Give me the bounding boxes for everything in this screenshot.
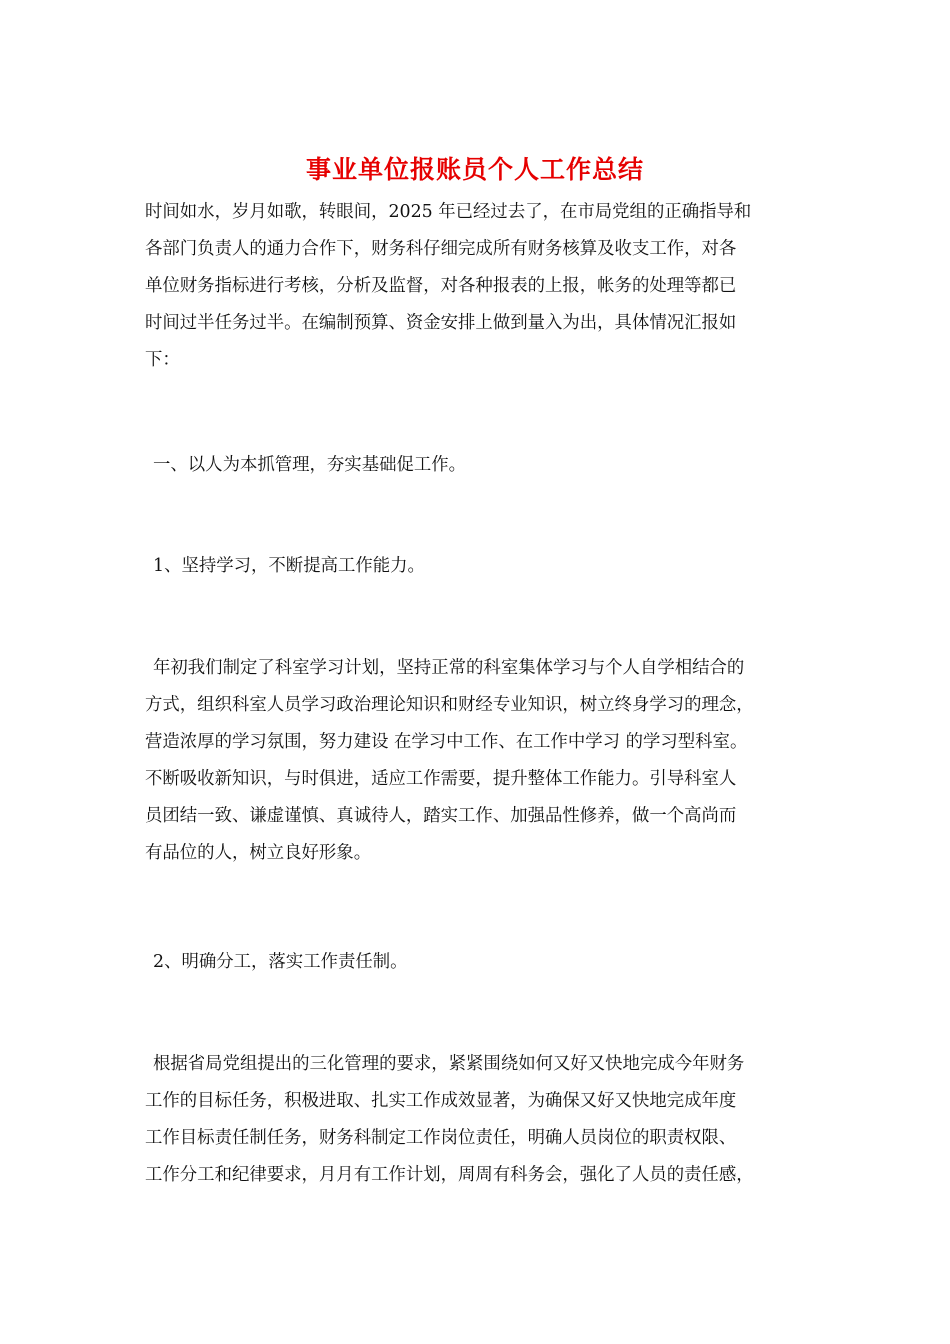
paragraph-line: 工作的目标任务，积极进取、扎实工作成效显著，为确保又好又快地完成年度 <box>145 1091 737 1111</box>
paragraph-line: 营造浓厚的学习氛围，努力建设 在学习中工作、在工作中学习 的学习型科室。 <box>145 732 748 752</box>
document-title: 事业单位报账员个人工作总结 <box>305 155 644 184</box>
paragraph-line: 时间如水，岁月如歌，转眼间，2025 年已经过去了，在市局党组的正确指导和 <box>145 202 752 222</box>
subsection-heading-text: 2、明确分工，落实工作责任制。 <box>153 952 408 972</box>
body-paragraph <box>145 650 810 872</box>
paragraph-line: 不断吸收新知识，与时俱进，适应工作需要，提升整体工作能力。引导科室人 <box>145 769 737 789</box>
body-paragraph <box>145 1046 810 1194</box>
subsection-heading <box>153 548 818 585</box>
section-heading-text: 一、以人为本抓管理，夯实基础促工作。 <box>153 455 467 475</box>
intro-paragraph <box>145 194 810 379</box>
paragraph-line: 员团结一致、谦虚谨慎、真诚待人，踏实工作、加强品性修养，做一个高尚而 <box>145 806 737 826</box>
paragraph-line: 有品位的人，树立良好形象。 <box>145 843 372 863</box>
paragraph-line: 根据省局党组提出的三化管理的要求，紧紧围绕如何又好又快地完成今年财务 <box>153 1054 745 1074</box>
paragraph-line: 单位财务指标进行考核，分析及监督，对各种报表的上报，帐务的处理等都已 <box>145 276 737 296</box>
paragraph-line: 年初我们制定了科室学习计划，坚持正常的科室集体学习与个人自学相结合的 <box>153 658 745 678</box>
paragraph-line: 各部门负责人的通力合作下，财务科仔细完成所有财务核算及收支工作，对各 <box>145 239 737 259</box>
paragraph-line: 工作分工和纪律要求，月月有工作计划，周周有科务会，强化了人员的责任感， <box>145 1165 754 1185</box>
paragraph-line: 时间过半任务过半。在编制预算、资金安排上做到量入为出，具体情况汇报如 <box>145 313 737 333</box>
subsection-heading <box>153 944 818 981</box>
paragraph-line: 工作目标责任制任务，财务科制定工作岗位责任，明确人员岗位的职责权限、 <box>145 1128 737 1148</box>
paragraph-line: 下： <box>145 350 180 370</box>
subsection-heading-text: 1、坚持学习，不断提高工作能力。 <box>153 556 425 576</box>
paragraph-line: 方式，组织科室人员学习政治理论知识和财经专业知识，树立终身学习的理念， <box>145 695 754 715</box>
section-heading <box>153 447 818 484</box>
